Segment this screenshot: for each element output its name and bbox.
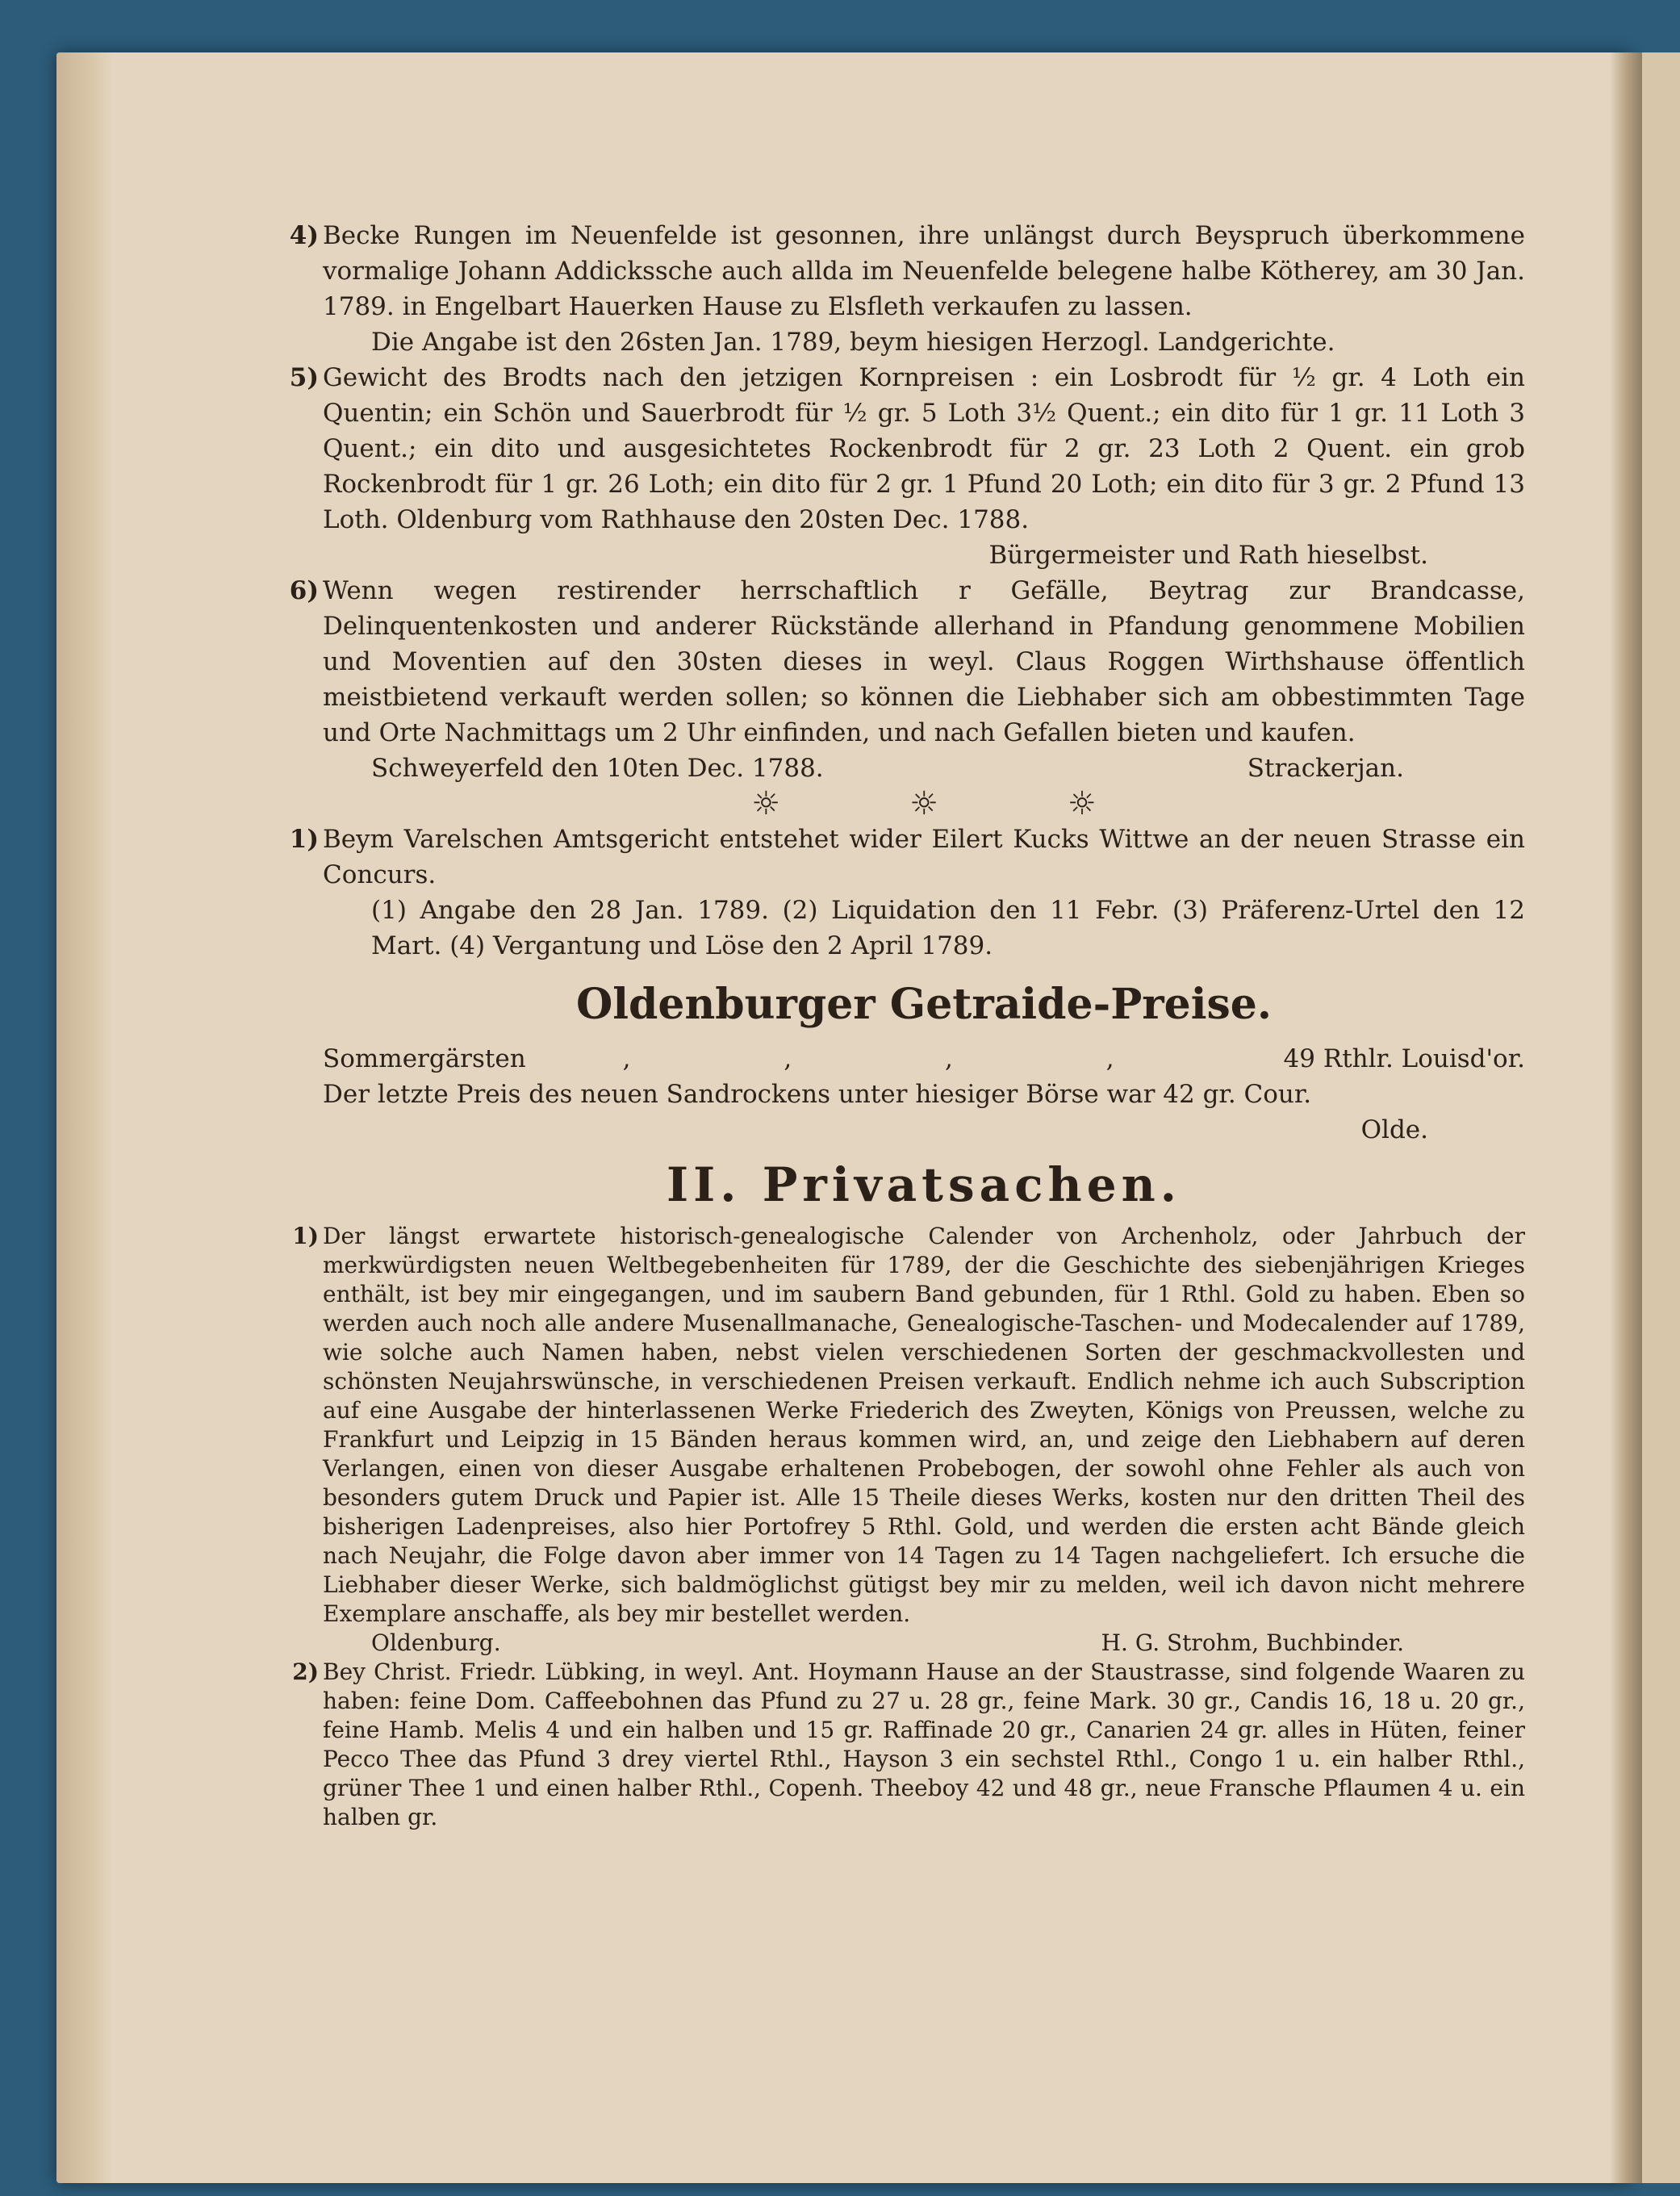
notice-number: 5) (289, 363, 319, 392)
notice-body: Wenn wegen restirender herrschaftlich r Gefälle, Beytrag zur Brandcasse, Delinquentenkosten und anderer Rückstände allerhand in Pfandung genommene Mobilien und Moventien auf den 30sten dieses in weyl. Claus Roggen Wirthshause öffentlich meistbietend verkauft werden sollen; so können die Liebhaber sich am obbestimmten Tage und Orte Nachmittags um 2 Uhr einfinden, und nach Gefallen bieten und kaufen. (323, 576, 1525, 747)
grain-price: 49 Rthlr. Louisd'or. (1283, 1044, 1525, 1073)
notice-body: Bey Christ. Friedr. Lübking, in weyl. Ant. Hoymann Hause an der Staustrasse, sind folgende Waaren zu haben: feine Dom. Caffeebohnen das Pfund zu 27 u. 28 gr., feine Mark. 30 gr., Candis 16, 18 u. 20 gr., feine Hamb. Melis 4 und ein halben und 15 gr. Raffinade 20 gr., Canarien 24 gr. alles in Hüten, feiner Pecco Thee das Pfund 3 drey viertel Rthl., Hayson 3 ein sechstel Rthl., Congo 1 u. ein halber Rthl., grüner Thee 1 und einen halber Rthl., Copenh. Theeboy 42 und 48 gr., neue Fransche Pflaumen 4 u. ein halben gr. (323, 1659, 1525, 1830)
private-notice-2 (292, 1658, 1525, 1832)
notice-4 (289, 218, 1525, 360)
notice-place: Oldenburg. (371, 1629, 501, 1656)
notice-dates: (1) Angabe den 28 Jan. 1789. (2) Liquidation den 11 Febr. (3) Präferenz-Urtel den 12 Mart. (4) Vergantung und Löse den 2 April 1789. (371, 896, 1525, 960)
page-edges (56, 52, 113, 2183)
book-gutter (1610, 52, 1642, 2183)
notice-signer: H. G. Strohm, Buchbinder. (1101, 1629, 1404, 1656)
notice-number: 1) (292, 1223, 319, 1249)
notice-number: 4) (289, 221, 319, 250)
grain-prices-heading: Oldenburger Getraide-Preise. (576, 980, 1272, 1029)
private-notice-1 (292, 1222, 1525, 1658)
notice-body: Der längst erwartete historisch-genealogische Calender von Archenholz, oder Jahrbuch der merkwürdigsten neuen Weltbegebenheiten für 1789, der die Geschichte des siebenjährigen Krieges enthält, ist bey mir eingegangen, und im saubern Band gebunden, für 1 Rthl. Gold zu haben. Eben so werden auch noch alle andere Musenallmanache, Genealogische-Taschen- und Modecalender auf 1789, wie solche auch Namen haben, nebst vielen verschiedenen Sorten der geschmackvollesten und schönsten Neujahrswünsche, in verschiedenen Preisen verkauft. Endlich nehme ich auch Subscription auf eine Ausgabe der hinterlassenen Werke Friederich des Zweyten, Königs von Preussen, welche zu Frankfurt und Leipzig in 15 Bänden heraus kommen wird, an, und zeige den Liebhabern auf deren Verlangen, einen von dieser Ausgabe erhaltenen Probebogen, der sowohl ohne Fehler als auch von besonders gutem Druck und Papier ist. Alle 15 Theile dieses Werks, kosten nur den dritten Theil des bisherigen Ladenpreises, also hier Portofrey 5 Rthl. Gold, und werden die ersten acht Bände gleich nach Neujahr, die Folge davon aber immer von 14 Tagen zu 14 Tagen nachgeliefert. Ich ersuche die Liebhaber dieser Werke, sich baldmöglichst gütigst bey mir zu melden, weil ich davon nicht mehrere Exemplare anschaffe, als bey mir bestellet werden. (323, 1223, 1525, 1627)
notice-signer: Strackerjan. (1247, 754, 1404, 783)
grain-signer: Olde. (1360, 1115, 1428, 1144)
notice-place-date: Schweyerfeld den 10ten Dec. 1788. (371, 754, 824, 783)
grain-dots: , , , , (622, 1044, 1187, 1073)
notice-number: 6) (289, 576, 319, 605)
notice-concurs (289, 822, 1525, 964)
notice-body: Beym Varelschen Amtsgericht entstehet wider Eilert Kucks Wittwe an der neuen Strasse ein Concurs. (323, 825, 1525, 889)
notice-signature-row (323, 1629, 1525, 1658)
notice-number: 1) (289, 825, 319, 854)
notice-5 (289, 360, 1525, 573)
notice-signature-row (323, 751, 1525, 786)
grain-item: Sommergärsten (323, 1044, 526, 1073)
ornament-divider: ☼☼☼ (751, 785, 1226, 822)
grain-price-row (323, 1041, 1525, 1077)
facing-page-edge (1642, 52, 1680, 2183)
notice-number: 2) (292, 1659, 319, 1685)
notice-body: Gewicht des Brodts nach den jetzigen Kornpreisen : ein Losbrodt für ½ gr. 4 Loth ein Quentin; ein Schön und Sauerbrodt für ½ gr. 5 Loth 3½ Quent.; ein dito für 1 gr. 11 Loth 3 Quent.; ein dito und ausgesichtetes Rockenbrodt für 2 gr. 23 Loth 2 Quent. ein grob Rockenbrodt für 1 gr. 26 Loth; ein dito für 2 gr. 1 Pfund 20 Loth; ein dito für 3 gr. 2 Pfund 13 Loth. Oldenburg vom Rathhause den 20sten Dec. 1788. (323, 363, 1525, 534)
notice-signature: Bürgermeister und Rath hieselbst. (988, 541, 1428, 570)
grain-last-price: Der letzte Preis des neuen Sandrockens unter hiesiger Börse war 42 gr. Cour. (323, 1080, 1312, 1109)
notice-6 (289, 573, 1525, 786)
page-text (289, 218, 1525, 1832)
notice-body: Becke Rungen im Neuenfelde ist gesonnen, ihre unlängst durch Beyspruch überkommene vormalige Johann Addickssche auch allda im Neuenfelde belegene halbe Kötherey, am 30 Jan. 1789. in Engelbart Hauerken Hause zu Elsfleth verkaufen zu lassen. (323, 221, 1525, 321)
section-title: II. Privatsachen. (667, 1157, 1181, 1212)
notice-note: Die Angabe ist den 26sten Jan. 1789, beym hiesigen Herzogl. Landgerichte. (371, 328, 1335, 357)
